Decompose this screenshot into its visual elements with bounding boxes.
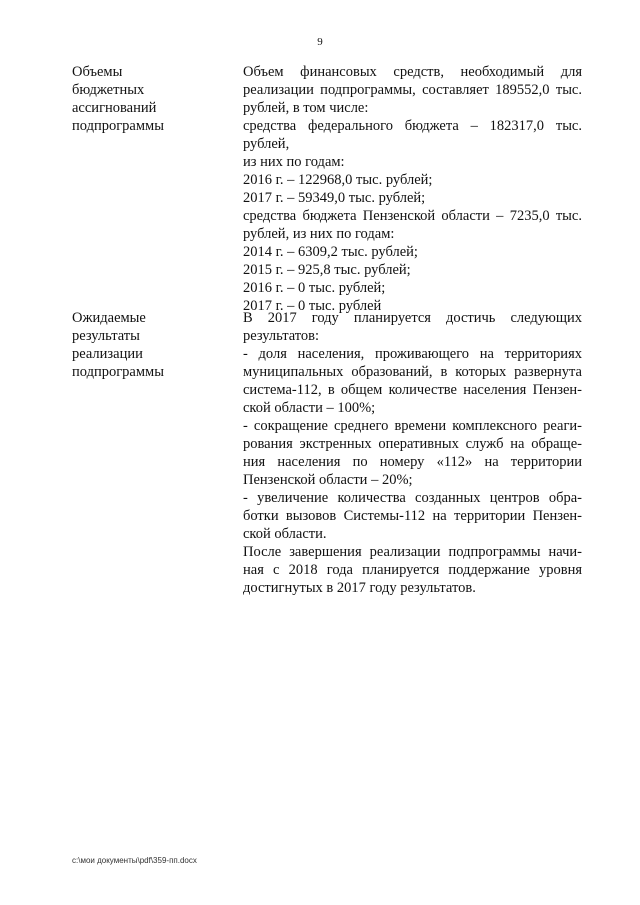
content-line: ской области – 100%; [243,400,376,416]
content-line: ской области. [243,526,327,542]
content-line: ная с 2018 года планируется поддержание уровня [243,562,582,578]
content-line: 2016 г. – 122968,0 тыс. рублей; [243,172,433,188]
label-line: ассигнований [72,100,157,116]
footer-file-path: c:\мои документы\pdf\359-пп.docx [72,856,197,865]
page-number: 9 [317,36,323,48]
content-line: 2015 г. – 925,8 тыс. рублей; [243,262,411,278]
content-line: ния населения по номеру «112» на территории [243,454,582,470]
label-line: Ожидаемые [72,310,146,326]
label-line: бюджетных [72,82,145,98]
content-line: 2016 г. – 0 тыс. рублей; [243,280,386,296]
content-line: 2014 г. – 6309,2 тыс. рублей; [243,244,418,260]
content-line: система-112, в общем количестве населения Пензен- [243,382,582,398]
label-line: подпрограммы [72,118,164,134]
results-content [243,309,582,597]
content-line: - доля населения, проживающего на территориях [243,346,582,362]
content-line: 2017 г. – 0 тыс. рублей [243,298,382,314]
content-line: из них по годам: [243,154,345,170]
content-line: средства федерального бюджета – 182317,0 тыс. [243,118,582,134]
content-line: 2017 г. – 59349,0 тыс. рублей; [243,190,426,206]
label-line: подпрограммы [72,364,164,380]
content-line: - увеличение количества созданных центров обра- [243,490,582,506]
content-line: рования экстренных оперативных служб на обраще- [243,436,582,452]
content-line: - сокращение среднего времени комплексного реаги- [243,418,582,434]
content-line: рублей, из них по годам: [243,226,395,242]
content-line: В 2017 году планируется достичь следующих [243,310,582,326]
content-line: рублей, [243,136,290,152]
content-line: ботки вызовов Системы-112 на территории Пензен- [243,508,582,524]
label-line: реализации [72,346,143,362]
results-label [72,309,212,381]
content-line: реализации подпрограммы, составляет 189552,0 тыс. [243,82,582,98]
content-line: достигнутых в 2017 году результатов. [243,580,476,596]
content-line: результатов: [243,328,320,344]
content-line: рублей, в том числе: [243,100,369,116]
content-line: После завершения реализации подпрограммы начи- [243,544,582,560]
content-line: Объем финансовых средств, необходимый для [243,64,582,80]
budget-content [243,63,582,315]
content-line: Пензенской области – 20%; [243,472,413,488]
label-line: результаты [72,328,140,344]
content-line: средства бюджета Пензенской области – 7235,0 тыс. [243,208,582,224]
content-line: муниципальных образований, в которых развернута [243,364,582,380]
budget-label [72,63,212,135]
label-line: Объемы [72,64,123,80]
